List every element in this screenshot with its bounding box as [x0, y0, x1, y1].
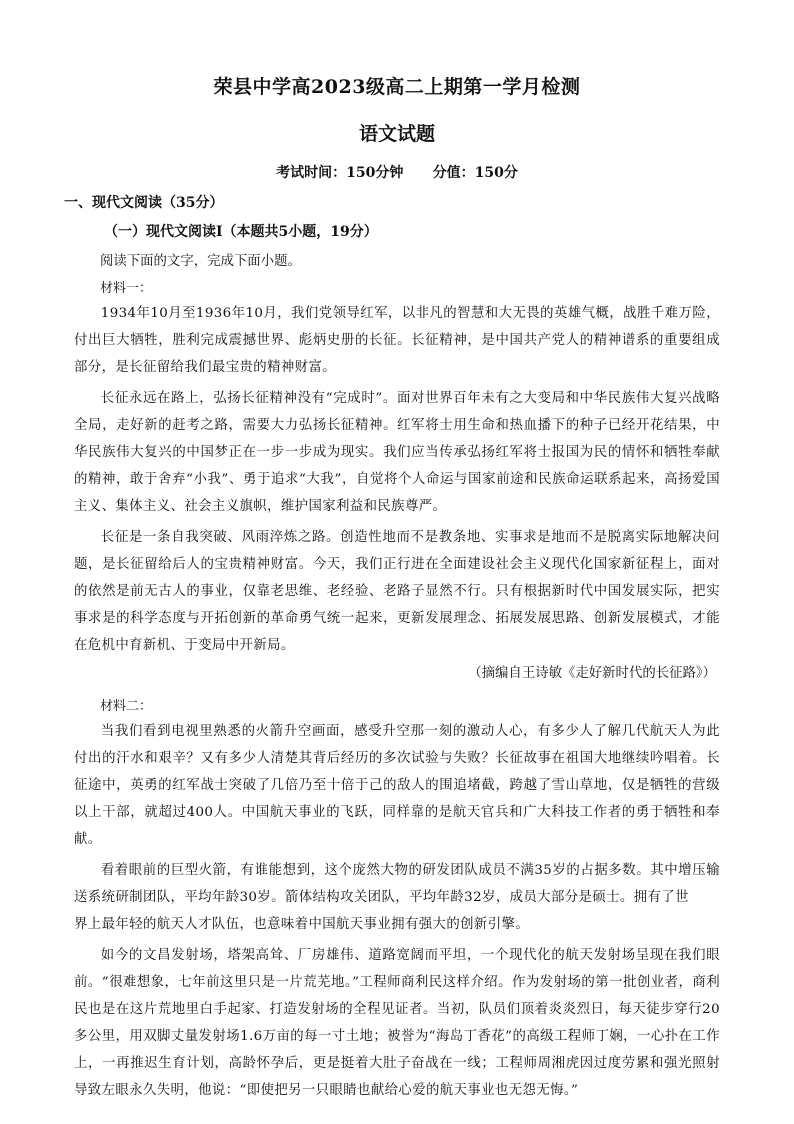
exam-title: 荣县中学高2023级高二上期第一学月检测 [213, 76, 581, 98]
material-one-paragraph: 长征永远在路上，弘扬长征精神没有“完成时”。面对世界百年未有之大变局和中华民族伟大复兴战略全局，走好新的赶考之路，需要大力弘扬长征精神。红军将士用生命和热血播下的种子已经开花结果，中华民族伟大复兴的中国梦正在一步一步成为现实。我们应当传承弘扬红军将士报国为民的情怀和牺牲奉献的精神，敢于舍弃“小我”、勇于追求“大我”，自觉将个人命运与国家前途和民族命运联系起来，高扬爱国主义、集体主义、社会主义旗帜，维护国家利益和民族尊严。 [74, 391, 720, 514]
reading-instruction: 阅读下面的文字，完成下面小题。 [100, 254, 301, 269]
material-two-paragraph: 界上最年轻的航天人才队伍，也意味着中国航天事业拥有强大的创新引擎。 [74, 917, 530, 932]
exam-subject: 语文试题 [358, 123, 435, 145]
exam-info: 考试时间：150分钟 分值：150分 [276, 165, 518, 181]
material-one-paragraph: 1934年10月至1936年10月，我们党领导红军，以非凡的智慧和大无畏的英雄气概，战胜千难万险，付出巨大牺牲，胜利完成震撼世界、彪炳史册的长征。长征精神，是中国共产党人的精神谱系的重要组成部分，是长征留给我们最宝贵的精神财富。 [74, 306, 720, 375]
material-one-source: （摘编自王诗敏《走好新时代的长征路》） [468, 666, 716, 681]
material-two-paragraph: 如今的文昌发射场，塔架高耸、厂房雄伟、道路宽阔而平坦，一个现代化的航天发射场呈现在我们眼前。“很难想象，七年前这里只是一片荒芜地。”工程师商利民这样介绍。作为发射场的第一批创业者，商利民也是在这片荒地里白手起家、打造发射场的全程见证者。当初，队员们顶着炎炎烈日，每天徒步穿行20多公里，用双脚丈量发射场1.6万亩的每一寸土地；被誉为“海岛丁香花”的高级工程师丁娴，一心扑在工作上，一再推迟生育计划，高龄怀孕后，更是挺着大肚子奋战在一线；工程师周湘虎因过度劳累和强光照射导致左眼永久失明，他说：“即使把另一只眼睛也献给心爱的航天事业也无怨无悔。” [74, 948, 720, 1098]
material-one-label: 材料一： [100, 281, 153, 296]
material-one-paragraph: 长征是一条自我突破、风雨淬炼之路。创造性地而不是教条地、实事求是地而不是脱离实际地解决问题，是长征留给后人的宝贵精神财富。今天，我们正行进在全面建设社会主义现代化国家新征程上，面对的依然是前无古人的事业，仅靠老思维、老经验、老路子显然不行。只有根据新时代中国发展实际，把实事求是的科学态度与开拓创新的革命勇气统一起来，更新发展理念、拓展发展思路、创新发展模式，才能在危机中育新机、于变局中开新局。 [74, 530, 720, 653]
subsection-heading: （一）现代文阅读Ⅰ（本题共5小题，19分） [104, 224, 378, 240]
material-two-paragraph: 看着眼前的巨型火箭，有谁能想到，这个庞然大物的研发团队成员不满35岁的占据多数。其中增压输送系统研制团队，平均年龄30岁。箭体结构攻关团队，平均年龄32岁，成员大部分是硕士。拥有了世 [74, 863, 720, 905]
section-heading: 一、现代文阅读（35分） [64, 195, 224, 211]
material-two-label: 材料二： [100, 699, 153, 714]
material-two-paragraph: 当我们看到电视里熟悉的火箭升空画面，感受升空那一刻的激动人心，有多少人了解几代航天人为此付出的汗水和艰辛？又有多少人清楚其背后经历的多次试验与失败？长征故事在祖国大地继续吟唱着。长征途中，英勇的红军战士突破了几倍乃至十倍于己的敌人的围追堵截，跨越了雪山草地，仅是牺牲的营级以上干部，就超过400人。中国航天事业的飞跃，同样靠的是航天官兵和广大科技工作者的勇于牺牲和奉献。 [74, 724, 720, 847]
